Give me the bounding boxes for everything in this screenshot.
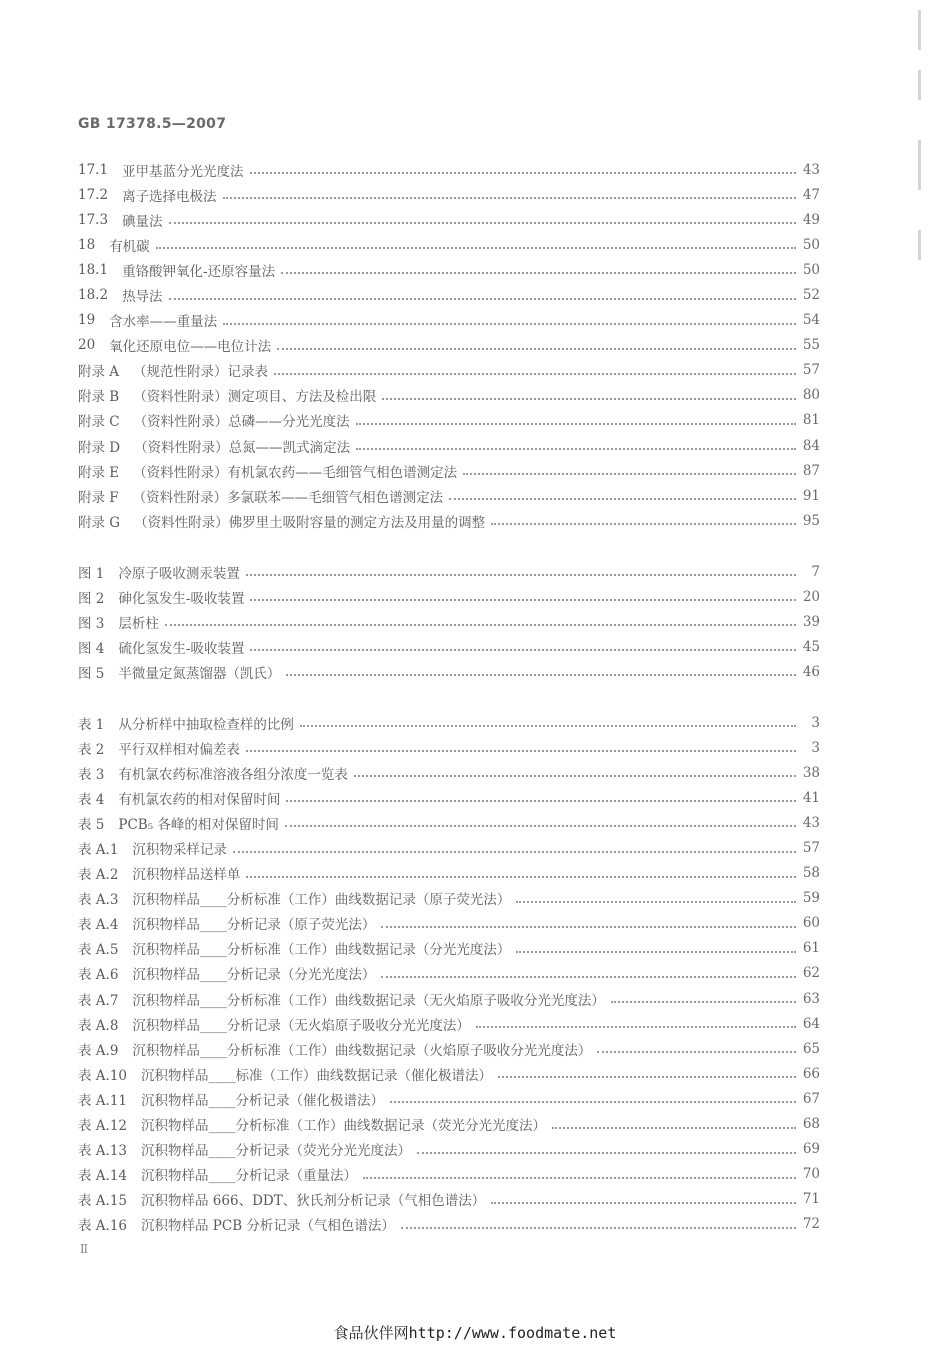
toc-entry-title: 热导法 <box>122 289 163 306</box>
page-numeral: Ⅱ <box>80 1242 89 1256</box>
toc-dot-leader <box>516 950 796 953</box>
toc-entry[interactable] <box>78 1061 820 1086</box>
scan-edge-mark <box>918 140 921 190</box>
toc-entry-number: 18.2 <box>78 287 109 304</box>
toc-dot-leader <box>390 1100 796 1103</box>
toc-entry[interactable] <box>78 659 820 684</box>
toc-entry[interactable] <box>78 282 820 307</box>
toc-entry-title: 亚甲基蓝分光光度法 <box>122 163 244 180</box>
toc-entry-title: 平行双样相对偏差表 <box>118 741 240 758</box>
toc-entry[interactable] <box>78 408 820 433</box>
toc-entry[interactable] <box>78 609 820 634</box>
toc-entry-number: 图 2 <box>78 590 105 607</box>
toc-entry-title: 碘量法 <box>122 213 163 230</box>
toc-dot-leader <box>246 573 796 576</box>
toc-entry-page: 84 <box>802 437 820 454</box>
toc-entry-number: 附录 C <box>78 414 120 431</box>
toc-entry[interactable] <box>78 835 820 860</box>
toc-dot-leader <box>381 925 796 928</box>
toc-entry[interactable] <box>78 358 820 383</box>
toc-entry-page: 45 <box>802 638 820 655</box>
toc-entry-title: 砷化氢发生-吸收装置 <box>118 590 245 607</box>
toc-entry-page: 50 <box>802 261 820 278</box>
toc-entry-page: 46 <box>802 663 820 680</box>
toc-entry-page: 3 <box>811 739 820 756</box>
toc-section-tables <box>78 710 820 1237</box>
toc-entry-number: 17.3 <box>78 211 109 228</box>
toc-entry[interactable] <box>78 785 820 810</box>
toc-entry[interactable] <box>78 508 820 533</box>
toc-entry[interactable] <box>78 483 820 508</box>
toc-entry-page: 95 <box>802 512 820 529</box>
toc-entry-page: 60 <box>802 915 820 932</box>
toc-entry-title: （资料性附录）总磷——分光光度法 <box>133 414 350 431</box>
toc-dot-leader <box>516 900 796 903</box>
toc-entry-title: （资料性附录）多氯联苯——毛细管气相色谱测定法 <box>132 489 444 506</box>
toc-section-methods <box>78 157 820 533</box>
toc-entry-page: 47 <box>802 186 820 203</box>
toc-entry-title: 沉积物样品____分析标准（工作）曲线数据记录（原子荧光法） <box>132 892 511 909</box>
toc-entry-number: 表 A.3 <box>78 892 119 909</box>
toc-entry-number: 17.1 <box>78 161 109 178</box>
toc-entry-title: 沉积物样品____分析记录（原子荧光法） <box>132 917 376 934</box>
toc-dot-leader <box>449 497 796 500</box>
toc-entry[interactable] <box>78 182 820 207</box>
toc-entry-number: 表 A.12 <box>78 1118 128 1135</box>
toc-entry[interactable] <box>78 1036 820 1061</box>
toc-dot-leader <box>356 422 796 425</box>
toc-entry-number: 18 <box>78 236 96 253</box>
toc-section-figures <box>78 559 820 684</box>
toc-entry-page: 59 <box>802 890 820 907</box>
toc-entry-page: 65 <box>802 1040 820 1057</box>
toc-entry[interactable] <box>78 1112 820 1137</box>
toc-entry-number: 表 5 <box>78 816 105 833</box>
toc-entry-title: （资料性附录）佛罗里土吸附容量的测定方法及用量的调整 <box>134 514 486 531</box>
toc-entry-title: 沉积物样品 PCB 分析记录（气相色谱法） <box>141 1218 395 1235</box>
toc-entry[interactable] <box>78 433 820 458</box>
toc-entry-title: 沉积物样品送样单 <box>132 867 241 884</box>
toc-entry-title: 沉积物样品____分析记录（分光光度法） <box>132 967 376 984</box>
toc-entry-page: 69 <box>802 1141 820 1158</box>
toc-dot-leader <box>274 372 796 375</box>
toc-dot-leader <box>597 1050 796 1053</box>
website-watermark[interactable]: 食品伙伴网http://www.foodmate.net <box>333 1324 617 1342</box>
toc-entry-page: 64 <box>802 1015 820 1032</box>
toc-entry[interactable] <box>78 936 820 961</box>
toc-entry-title: 有机氯农药的相对保留时间 <box>118 791 281 808</box>
toc-entry-page: 41 <box>802 789 820 806</box>
toc-dot-leader <box>169 297 796 300</box>
toc-entry-number: 附录 F <box>78 489 119 506</box>
toc-entry-page: 50 <box>802 236 820 253</box>
toc-entry-page: 66 <box>802 1065 820 1082</box>
toc-entry[interactable] <box>78 584 820 609</box>
toc-dot-leader <box>277 347 796 350</box>
toc-entry-number: 图 1 <box>78 565 105 582</box>
toc-entry-title: 从分析样中抽取检查样的比例 <box>118 716 294 733</box>
toc-entry-page: 61 <box>802 940 820 957</box>
toc-entry[interactable] <box>78 1187 820 1212</box>
toc-entry[interactable] <box>78 559 820 584</box>
toc-entry-number: 表 1 <box>78 716 105 733</box>
toc-entry-number: 表 A.1 <box>78 842 119 859</box>
toc-entry-title: 沉积物样品____分析记录（催化极谱法） <box>141 1092 385 1109</box>
toc-dot-leader <box>552 1126 796 1129</box>
toc-dot-leader <box>246 749 796 752</box>
toc-dot-leader <box>250 648 796 651</box>
toc-entry-number: 表 A.6 <box>78 967 119 984</box>
toc-entry[interactable] <box>78 861 820 886</box>
toc-entry[interactable] <box>78 735 820 760</box>
toc-entry-number: 表 A.7 <box>78 992 119 1009</box>
toc-entry-title: （资料性附录）测定项目、方法及检出限 <box>133 389 377 406</box>
toc-entry-title: 有机氯农药标准溶液各组分浓度一览表 <box>118 766 348 783</box>
toc-dot-leader <box>491 522 796 525</box>
toc-dot-leader <box>417 1151 796 1154</box>
toc-entry-page: 91 <box>802 487 820 504</box>
toc-entry-page: 49 <box>802 211 820 228</box>
toc-entry-number: 附录 D <box>78 439 121 456</box>
toc-entry-number: 17.2 <box>78 186 109 203</box>
toc-entry[interactable] <box>78 157 820 182</box>
toc-entry-number: 附录 A <box>78 364 120 381</box>
toc-dot-leader <box>281 271 796 274</box>
toc-entry-page: 7 <box>811 563 820 580</box>
toc-dot-leader <box>356 447 796 450</box>
toc-entry-number: 图 5 <box>78 665 105 682</box>
toc-dot-leader <box>233 850 796 853</box>
toc-dot-leader <box>223 196 796 199</box>
toc-entry[interactable] <box>78 257 820 282</box>
toc-entry-title: 氧化还原电位——电位计法 <box>109 339 272 356</box>
toc-entry-title: 沉积物样品____分析记录（荧光分光光度法） <box>141 1143 412 1160</box>
toc-entry-page: 80 <box>802 387 820 404</box>
toc-entry-title: 沉积物采样记录 <box>132 842 227 859</box>
toc-entry[interactable] <box>78 634 820 659</box>
toc-entry-page: 20 <box>802 588 820 605</box>
toc-entry-page: 54 <box>802 312 820 329</box>
toc-entry-page: 68 <box>802 1116 820 1133</box>
toc-entry[interactable] <box>78 458 820 483</box>
toc-entry-title: 层析柱 <box>118 615 159 632</box>
toc-entry-title: 沉积物样品____分析标准（工作）曲线数据记录（荧光分光光度法） <box>141 1118 547 1135</box>
toc-entry-number: 表 A.13 <box>78 1143 128 1160</box>
toc-dot-leader <box>300 724 796 727</box>
toc-entry-title: 重铬酸钾氧化-还原容量法 <box>122 263 276 280</box>
toc-dot-leader <box>611 1000 796 1003</box>
toc-entry-number: 表 A.14 <box>78 1168 128 1185</box>
toc-entry-number: 表 A.15 <box>78 1193 128 1210</box>
toc-entry-title: PCB₅ 各峰的相对保留时间 <box>118 816 279 833</box>
toc-dot-leader <box>463 472 796 475</box>
toc-entry[interactable] <box>78 232 820 257</box>
toc-dot-leader <box>250 171 796 174</box>
toc-entry-title: 沉积物样品____分析记录（重量法） <box>141 1168 358 1185</box>
toc-dot-leader <box>165 623 796 626</box>
toc-entry-page: 62 <box>802 965 820 982</box>
toc-entry-number: 表 A.11 <box>78 1092 128 1109</box>
toc-dot-leader <box>285 824 796 827</box>
toc-entry-page: 81 <box>802 412 820 429</box>
toc-entry-page: 58 <box>802 865 820 882</box>
toc-entry-page: 67 <box>802 1090 820 1107</box>
toc-entry[interactable] <box>78 383 820 408</box>
toc-entry[interactable] <box>78 1162 820 1187</box>
toc-entry-page: 63 <box>802 990 820 1007</box>
toc-dot-leader <box>223 322 796 325</box>
toc-entry-number: 表 3 <box>78 766 105 783</box>
toc-entry-title: 半微量定氮蒸馏器（凯氏） <box>118 665 281 682</box>
toc-dot-leader <box>169 221 796 224</box>
toc-entry-title: 沉积物样品____标准（工作）曲线数据记录（催化极谱法） <box>141 1067 493 1084</box>
toc-entry-page: 38 <box>802 764 820 781</box>
toc-entry-number: 表 A.10 <box>78 1067 128 1084</box>
toc-entry-number: 19 <box>78 312 96 329</box>
toc-entry[interactable] <box>78 1086 820 1111</box>
toc-entry-page: 70 <box>802 1166 820 1183</box>
toc-entry-title: （资料性附录）总氮——凯式滴定法 <box>134 439 351 456</box>
toc-entry-title: 沉积物样品____分析标准（工作）曲线数据记录（火焰原子吸收分光光度法） <box>132 1042 592 1059</box>
toc-entry-page: 57 <box>802 362 820 379</box>
toc-dot-leader <box>286 673 796 676</box>
toc-entry-number: 20 <box>78 337 96 354</box>
toc-entry[interactable] <box>78 810 820 835</box>
toc-dot-leader <box>246 875 796 878</box>
toc-entry[interactable] <box>78 710 820 735</box>
toc-entry-number: 18.1 <box>78 261 109 278</box>
toc-dot-leader <box>286 799 796 802</box>
scan-edge-mark <box>918 70 921 100</box>
toc-entry-number: 表 A.5 <box>78 942 119 959</box>
toc-entry[interactable] <box>78 207 820 232</box>
toc-entry-title: 沉积物样品____分析记录（无火焰原子吸收分光光度法） <box>132 1017 470 1034</box>
toc-dot-leader <box>491 1201 796 1204</box>
toc-dot-leader <box>476 1025 796 1028</box>
toc-entry[interactable] <box>78 961 820 986</box>
toc-entry-number: 表 2 <box>78 741 105 758</box>
toc-entry-title: 有机碳 <box>109 238 150 255</box>
toc-entry-page: 57 <box>802 840 820 857</box>
toc-entry[interactable] <box>78 1011 820 1036</box>
toc-entry-page: 87 <box>802 462 820 479</box>
toc-entry-title: 沉积物样品____分析标准（工作）曲线数据记录（无火焰原子吸收分光光度法） <box>132 992 605 1009</box>
toc-entry[interactable] <box>78 333 820 358</box>
toc-entry-number: 附录 B <box>78 389 120 406</box>
toc-entry-title: 沉积物样品____分析标准（工作）曲线数据记录（分光光度法） <box>132 942 511 959</box>
toc-entry-title: 离子选择电极法 <box>122 188 217 205</box>
toc-entry-number: 图 3 <box>78 615 105 632</box>
toc-entry[interactable] <box>78 886 820 911</box>
toc-entry-title: 冷原子吸收测汞装置 <box>118 565 240 582</box>
toc-entry[interactable] <box>78 1212 820 1237</box>
toc-entry[interactable] <box>78 986 820 1011</box>
toc-entry-number: 图 4 <box>78 640 105 657</box>
toc-entry-number: 表 A.9 <box>78 1042 119 1059</box>
scan-edge-mark <box>918 10 921 50</box>
toc-entry-number: 表 A.16 <box>78 1218 128 1235</box>
toc-dot-leader <box>363 1176 796 1179</box>
toc-entry[interactable] <box>78 911 820 936</box>
toc-entry-title: （规范性附录）记录表 <box>133 364 269 381</box>
toc-dot-leader <box>156 246 796 249</box>
standard-code-header: GB 17378.5—2007 <box>78 116 227 132</box>
toc-entry-number: 附录 E <box>78 464 120 481</box>
toc-entry-title: 沉积物样品 666、DDT、狄氏剂分析记录（气相色谱法） <box>141 1193 486 1210</box>
toc-dot-leader <box>498 1075 796 1078</box>
toc-dot-leader <box>354 774 796 777</box>
toc-entry-number: 表 A.2 <box>78 867 119 884</box>
toc-entry-page: 3 <box>811 714 820 731</box>
scan-edge-mark <box>918 230 921 260</box>
toc-dot-leader <box>250 598 796 601</box>
toc-entry[interactable] <box>78 1137 820 1162</box>
toc-entry-page: 52 <box>802 287 820 304</box>
toc-entry-title: （资料性附录）有机氯农药——毛细管气相色谱测定法 <box>133 464 458 481</box>
toc-entry-number: 表 A.4 <box>78 917 119 934</box>
toc-entry-number: 表 A.8 <box>78 1017 119 1034</box>
toc-entry-page: 72 <box>802 1216 820 1233</box>
toc-dot-leader <box>382 397 796 400</box>
toc-entry-page: 39 <box>802 613 820 630</box>
toc-entry-title: 硫化氢发生-吸收装置 <box>118 640 245 657</box>
toc-dot-leader <box>401 1226 796 1229</box>
toc-entry-number: 表 4 <box>78 791 105 808</box>
toc-entry-page: 71 <box>802 1191 820 1208</box>
toc-entry[interactable] <box>78 760 820 785</box>
toc-entry-page: 43 <box>802 161 820 178</box>
toc-entry-page: 55 <box>802 337 820 354</box>
toc-entry-number: 附录 G <box>78 514 121 531</box>
toc-entry[interactable] <box>78 308 820 333</box>
toc-entry-page: 43 <box>802 814 820 831</box>
toc-dot-leader <box>381 975 796 978</box>
toc-entry-title: 含水率——重量法 <box>109 314 218 331</box>
